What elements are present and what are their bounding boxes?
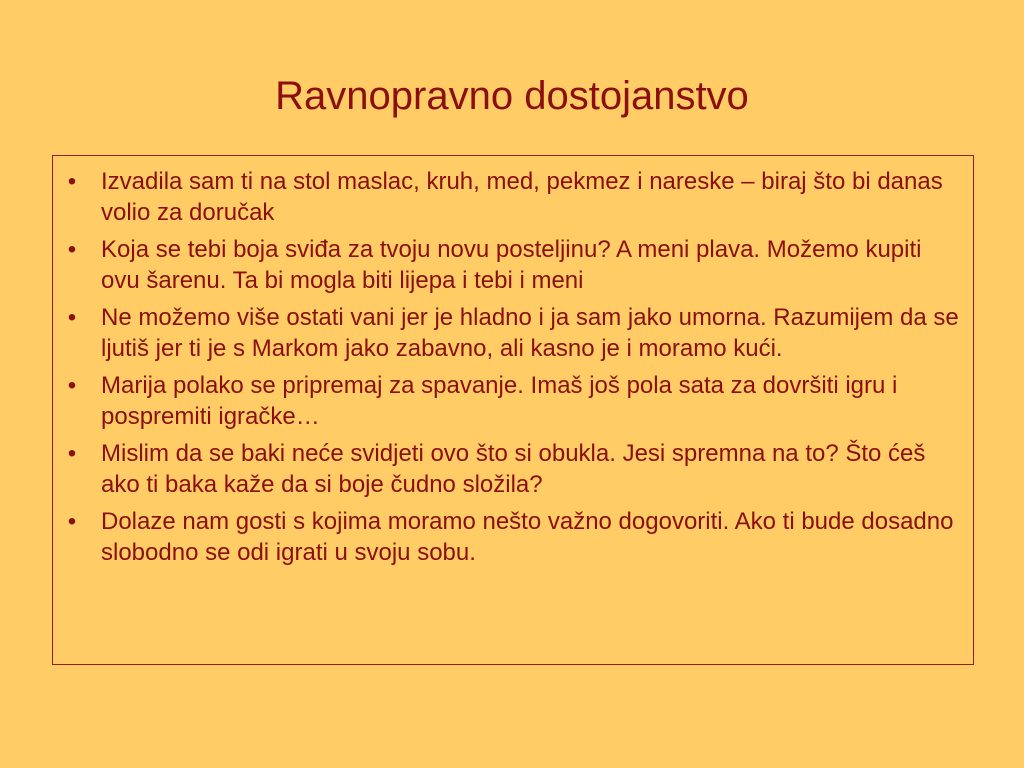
bullet-item xyxy=(53,438,959,500)
bullet-item xyxy=(53,302,959,364)
bullet-text: Koja se tebi boja sviđa za tvoju novu posteljinu? A meni plava. Možemo kupiti ovu šarenu. Ta bi mogla biti lijepa i tebi i meni xyxy=(101,236,922,294)
content-box xyxy=(52,155,974,665)
bullet-item xyxy=(53,166,959,228)
bullet-item xyxy=(53,506,959,568)
bullet-icon: • xyxy=(67,372,77,399)
bullet-text: Mislim da se baki neće svidjeti ovo što si obukla. Jesi spremna na to? Što ćeš ako ti baka kaže da si boje čudno složila? xyxy=(101,440,926,498)
bullet-icon: • xyxy=(67,236,77,263)
bullet-icon: • xyxy=(67,168,77,195)
bullet-text: Dolaze nam gosti s kojima moramo nešto važno dogovoriti. Ako ti bude dosadno slobodno se odi igrati u svoju sobu. xyxy=(101,508,954,566)
bullet-list xyxy=(53,156,973,568)
bullet-text: Ne možemo više ostati vani jer je hladno i ja sam jako umorna. Razumijem da se ljutiš jer ti je s Markom jako zabavno, ali kasno je i moramo kući. xyxy=(101,304,959,362)
bullet-item xyxy=(53,234,959,296)
bullet-icon: • xyxy=(67,304,77,331)
bullet-text: Marija polako se pripremaj za spavanje. Imaš još pola sata za dovršiti igru i pospremiti igračke… xyxy=(101,372,898,430)
bullet-icon: • xyxy=(67,440,77,467)
bullet-item xyxy=(53,370,959,432)
bullet-icon: • xyxy=(67,508,77,535)
bullet-text: Izvadila sam ti na stol maslac, kruh, med, pekmez i nareske – biraj što bi danas volio za doručak xyxy=(101,168,943,226)
slide-title: Ravnopravno dostojanstvo xyxy=(275,74,749,118)
